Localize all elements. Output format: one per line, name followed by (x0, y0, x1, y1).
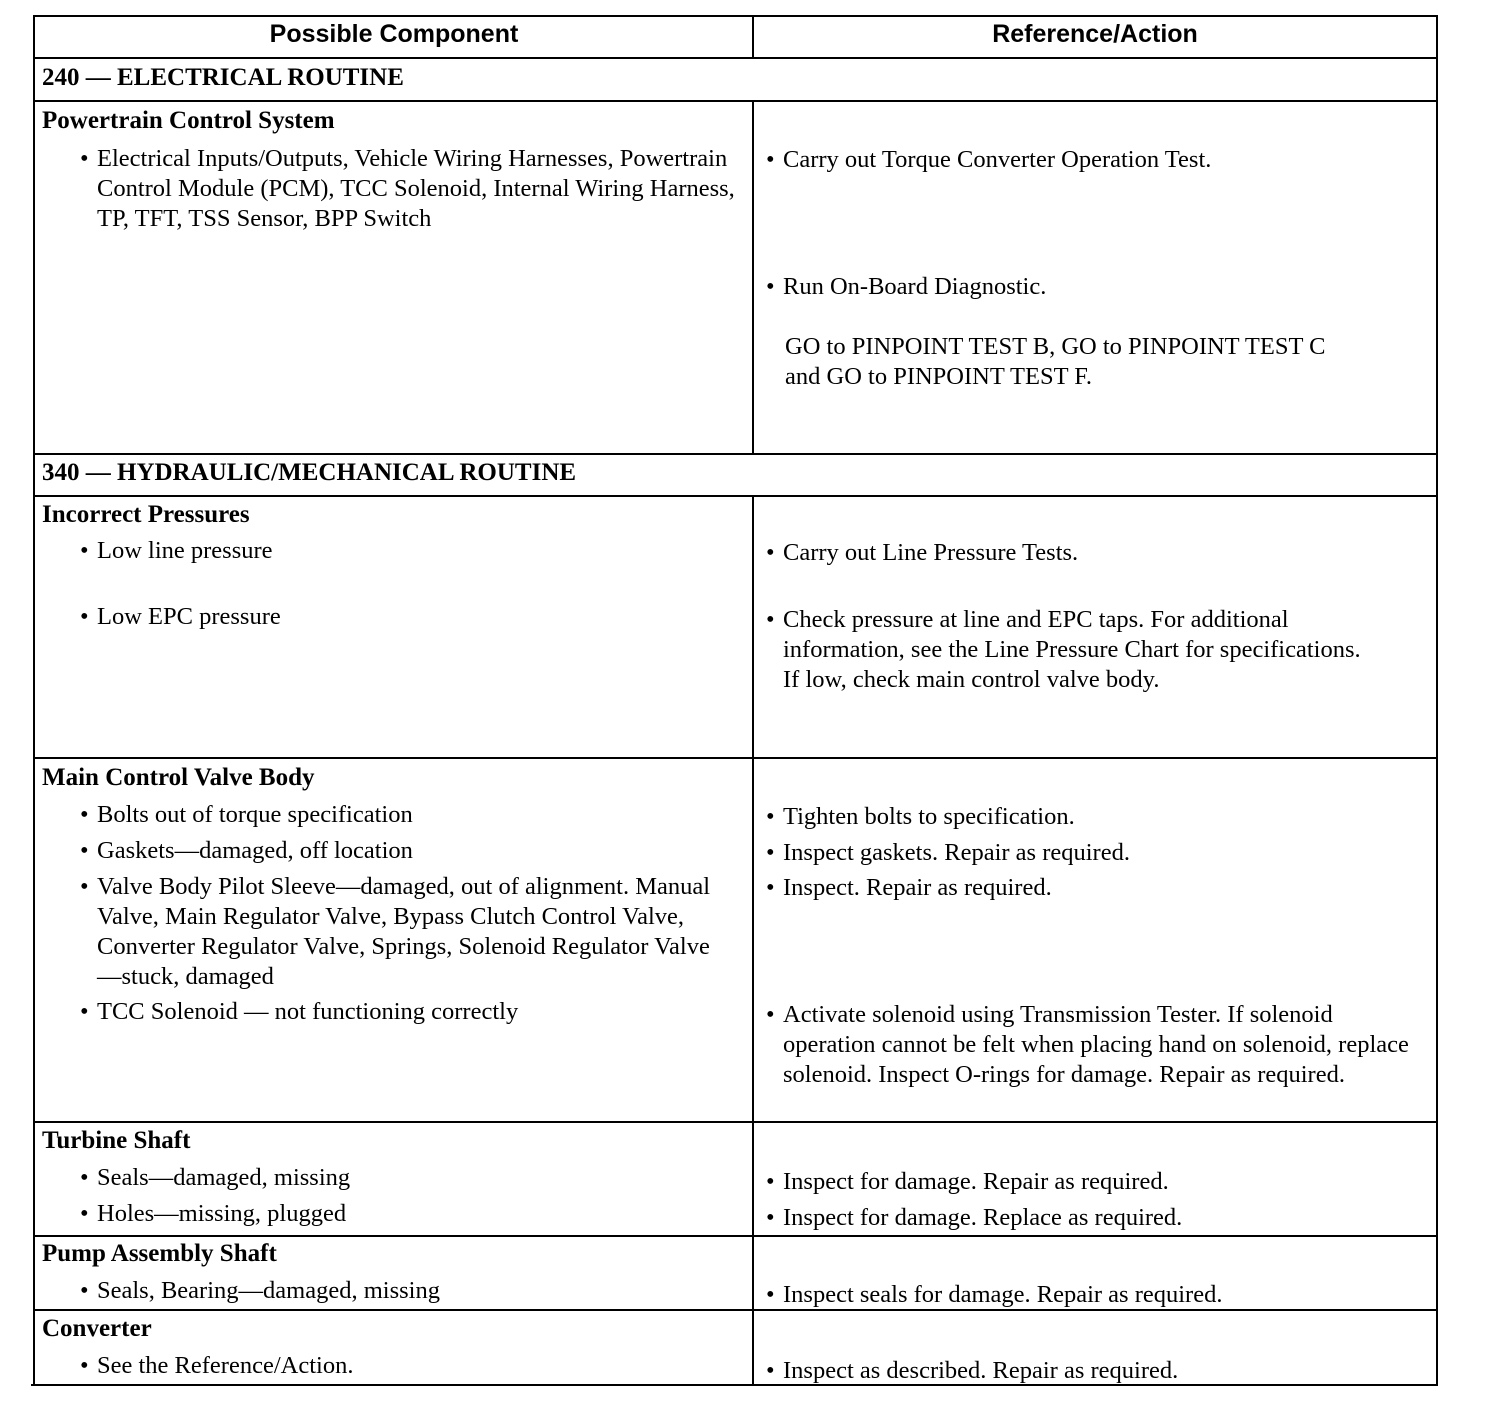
bullet-icon: • (80, 1164, 89, 1191)
bullet-icon: • (766, 1281, 775, 1308)
component-text: Low line pressure (97, 537, 273, 564)
row-divider (34, 757, 1438, 759)
action-item (766, 802, 1423, 832)
component-item (80, 1199, 737, 1229)
action-text: Inspect. Repair as required. (783, 874, 1052, 901)
bullet-icon: • (766, 1168, 775, 1195)
bullet-icon: • (80, 1200, 89, 1227)
bullet-icon: • (766, 146, 775, 173)
group-title-pressures: Incorrect Pressures (42, 501, 250, 528)
section-title-hydraulic: 340 — HYDRAULIC/MECHANICAL ROUTINE (42, 459, 577, 486)
bullet-icon: • (80, 145, 89, 172)
bullet-icon: • (766, 539, 775, 566)
row-divider (34, 495, 1438, 497)
bullet-icon: • (766, 1204, 775, 1231)
component-item (80, 800, 737, 830)
component-text: Seals—damaged, missing (97, 1164, 351, 1191)
action-text: Activate solenoid using Transmission Tester. If solenoid operation cannot be felt when placing hand on solenoid, replace solenoid. Inspect O-rings for damage. Repair as required. (783, 1001, 1409, 1088)
component-text: Seals, Bearing—damaged, missing (97, 1277, 440, 1304)
bullet-icon: • (766, 839, 775, 866)
column-header-action: Reference/Action (992, 20, 1198, 48)
component-item (80, 536, 737, 566)
bullet-icon: • (766, 1001, 775, 1028)
component-text: Holes—missing, plugged (97, 1200, 347, 1227)
component-text: See the Reference/Action. (97, 1352, 354, 1379)
row-divider (33, 1235, 1436, 1237)
component-text: Low EPC pressure (97, 603, 281, 630)
bullet-icon: • (80, 801, 89, 828)
action-text: Run On-Board Diagnostic. (783, 273, 1047, 300)
action-text: Carry out Line Pressure Tests. (783, 539, 1079, 566)
bullet-icon: • (766, 606, 775, 633)
action-text: Inspect seals for damage. Repair as required. (783, 1281, 1223, 1308)
action-item (766, 145, 1423, 175)
row-divider (34, 1121, 1436, 1123)
action-text: Inspect for damage. Replace as required. (783, 1204, 1183, 1231)
action-item (766, 1000, 1413, 1090)
bullet-icon: • (766, 874, 775, 901)
component-item (80, 144, 737, 234)
bullet-icon: • (80, 873, 89, 900)
bullet-icon: • (80, 537, 89, 564)
component-item (80, 836, 737, 866)
bullet-icon: • (80, 837, 89, 864)
bullet-icon: • (80, 1352, 89, 1379)
group-title-valve-body: Main Control Valve Body (42, 764, 315, 791)
group-title-turbine-shaft: Turbine Shaft (42, 1127, 191, 1154)
bullet-icon: • (80, 603, 89, 630)
row-divider (34, 453, 1438, 455)
group-title-pump-shaft: Pump Assembly Shaft (42, 1240, 277, 1267)
component-item (80, 872, 712, 992)
action-item (766, 605, 1383, 695)
header-divider (34, 57, 1438, 59)
action-item (766, 1167, 1423, 1197)
table-border-left (33, 15, 35, 1386)
bullet-icon: • (766, 273, 775, 300)
component-item (80, 997, 737, 1027)
section-title-electrical: 240 — ELECTRICAL ROUTINE (42, 64, 404, 91)
component-item (80, 1163, 737, 1193)
component-text: Gaskets—damaged, off location (97, 837, 413, 864)
action-text: Inspect for damage. Repair as required. (783, 1168, 1169, 1195)
action-item (766, 1356, 1423, 1386)
column-divider (752, 100, 754, 455)
group-title-converter: Converter (42, 1315, 152, 1342)
component-text: TCC Solenoid — not functioning correctly (97, 998, 519, 1025)
group-title-powertrain: Powertrain Control System (42, 107, 335, 134)
action-item (766, 838, 1423, 868)
bullet-icon: • (766, 803, 775, 830)
component-text: Bolts out of torque specification (97, 801, 413, 828)
component-item (80, 602, 737, 632)
action-item (766, 538, 1423, 568)
action-text: Inspect as described. Repair as required. (783, 1357, 1179, 1384)
table-border-top (34, 15, 1438, 17)
action-item (766, 272, 1423, 302)
bullet-icon: • (766, 1357, 775, 1384)
action-text: Inspect gaskets. Repair as required. (783, 839, 1130, 866)
bullet-icon: • (80, 1277, 89, 1304)
action-detail: GO to PINPOINT TEST B, GO to PINPOINT TEST C and GO to PINPOINT TEST F. (785, 333, 1326, 390)
component-item (80, 1351, 737, 1381)
bullet-icon: • (80, 998, 89, 1025)
action-text: Tighten bolts to specification. (783, 803, 1075, 830)
table-border-right (1436, 15, 1438, 1386)
component-text: Electrical Inputs/Outputs, Vehicle Wiring Harnesses, Powertrain Control Module (PCM), TCC Solenoid, Internal Wiring Harness, TP, TFT, TSS Sensor, BPP Switch (97, 145, 735, 232)
action-text: Carry out Torque Converter Operation Test. (783, 146, 1212, 173)
action-item (766, 1280, 1423, 1310)
action-item (766, 1203, 1423, 1233)
column-header-component: Possible Component (269, 20, 519, 48)
component-item (80, 1276, 737, 1306)
action-text: Check pressure at line and EPC taps. For additional information, see the Line Pressure Chart for specifications. If low, check main control valve body. (783, 606, 1361, 693)
component-text: Valve Body Pilot Sleeve—damaged, out of alignment. Manual Valve, Main Regulator Valve, Bypass Clutch Control Valve, Converter Regulator Valve, Springs, Solenoid Regulator Valve—stuck, damaged (97, 873, 711, 990)
action-item (766, 873, 1423, 903)
column-divider (752, 495, 754, 1386)
row-divider (34, 100, 1438, 102)
